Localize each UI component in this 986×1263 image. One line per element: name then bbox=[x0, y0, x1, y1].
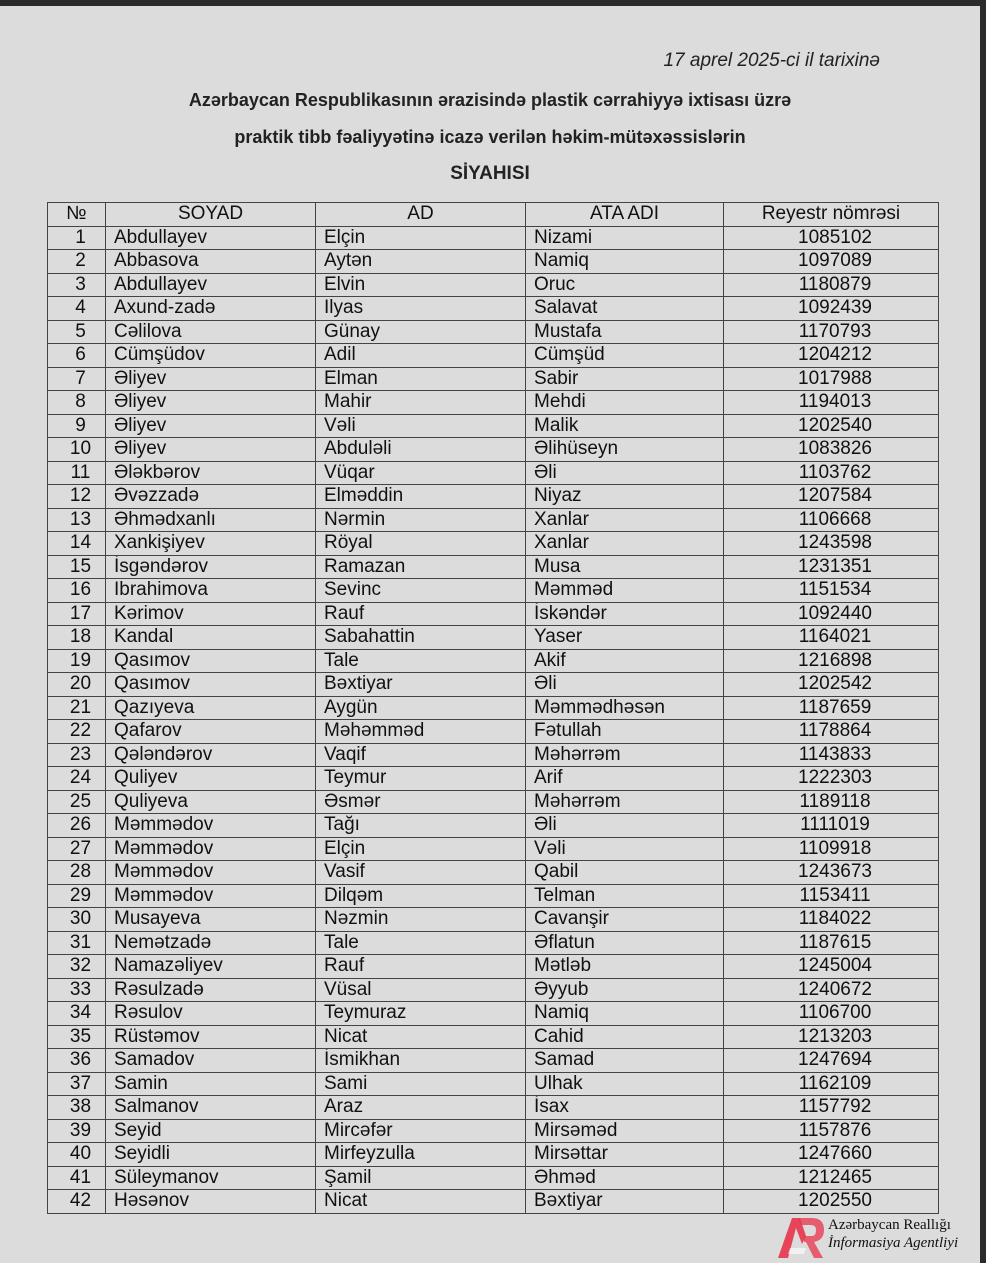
row-registry-number: 1213203 bbox=[724, 1025, 939, 1049]
row-registry-number: 1231351 bbox=[724, 555, 939, 579]
table-row bbox=[48, 579, 939, 603]
row-name: Elçin bbox=[316, 837, 526, 861]
row-surname: Seyidli bbox=[106, 1143, 316, 1167]
agency-name-line1: Azərbaycan Reallığı bbox=[828, 1217, 951, 1233]
row-surname: Quliyeva bbox=[106, 790, 316, 814]
row-number: 37 bbox=[48, 1072, 106, 1096]
table-row bbox=[48, 1072, 939, 1096]
row-number: 11 bbox=[48, 461, 106, 485]
table-row bbox=[48, 767, 939, 791]
row-registry-number: 1243673 bbox=[724, 861, 939, 885]
row-number: 1 bbox=[48, 226, 106, 250]
row-patronymic: Cahid bbox=[526, 1025, 724, 1049]
row-registry-number: 1204212 bbox=[724, 344, 939, 368]
row-patronymic: Əlihüseyn bbox=[526, 438, 724, 462]
document-page bbox=[0, 6, 980, 1263]
row-patronymic: Malik bbox=[526, 414, 724, 438]
row-surname: Qələndərov bbox=[106, 743, 316, 767]
document-title-list: SİYAHISI bbox=[450, 163, 530, 184]
row-number: 6 bbox=[48, 344, 106, 368]
row-registry-number: 1180879 bbox=[724, 273, 939, 297]
table-row bbox=[48, 273, 939, 297]
doctors-table bbox=[47, 202, 939, 1214]
row-surname: Əliyev bbox=[106, 414, 316, 438]
row-number: 15 bbox=[48, 555, 106, 579]
row-surname: Əliyev bbox=[106, 438, 316, 462]
document-title-line2: praktik tibb fəaliyyətinə icazə verilən həkim-mütəxəssislərin bbox=[234, 127, 746, 147]
row-surname: Axund-zadə bbox=[106, 297, 316, 321]
row-name: Teymuraz bbox=[316, 1002, 526, 1026]
row-surname: Namazəliyev bbox=[106, 955, 316, 979]
row-number: 26 bbox=[48, 814, 106, 838]
row-name: Günay bbox=[316, 320, 526, 344]
row-number: 28 bbox=[48, 861, 106, 885]
table-row bbox=[48, 955, 939, 979]
table-row bbox=[48, 908, 939, 932]
row-surname: Abdullayev bbox=[106, 273, 316, 297]
row-registry-number: 1083826 bbox=[724, 438, 939, 462]
table-row bbox=[48, 696, 939, 720]
row-surname: Qasımov bbox=[106, 649, 316, 673]
row-number: 2 bbox=[48, 250, 106, 274]
row-number: 18 bbox=[48, 626, 106, 650]
row-patronymic: Yaser bbox=[526, 626, 724, 650]
row-registry-number: 1153411 bbox=[724, 884, 939, 908]
row-name: Ramazan bbox=[316, 555, 526, 579]
row-number: 39 bbox=[48, 1119, 106, 1143]
row-patronymic: Məmməd bbox=[526, 579, 724, 603]
row-surname: Ələkbərov bbox=[106, 461, 316, 485]
row-patronymic: Əli bbox=[526, 461, 724, 485]
table-row bbox=[48, 743, 939, 767]
row-registry-number: 1216898 bbox=[724, 649, 939, 673]
row-number: 34 bbox=[48, 1002, 106, 1026]
row-number: 23 bbox=[48, 743, 106, 767]
row-number: 25 bbox=[48, 790, 106, 814]
row-patronymic: Qabil bbox=[526, 861, 724, 885]
row-name: Nərmin bbox=[316, 508, 526, 532]
row-registry-number: 1178864 bbox=[724, 720, 939, 744]
row-patronymic: Musa bbox=[526, 555, 724, 579]
table-row bbox=[48, 978, 939, 1002]
row-name: Vüqar bbox=[316, 461, 526, 485]
row-registry-number: 1109918 bbox=[724, 837, 939, 861]
agency-logo-icon bbox=[776, 1214, 826, 1260]
row-number: 3 bbox=[48, 273, 106, 297]
row-surname: Cümşüdov bbox=[106, 344, 316, 368]
table-row bbox=[48, 508, 939, 532]
row-number: 24 bbox=[48, 767, 106, 791]
row-patronymic: Mirsəməd bbox=[526, 1119, 724, 1143]
row-name: Mircəfər bbox=[316, 1119, 526, 1143]
table-row bbox=[48, 673, 939, 697]
row-patronymic: Mustafa bbox=[526, 320, 724, 344]
row-name: Rauf bbox=[316, 602, 526, 626]
row-patronymic: Mehdi bbox=[526, 391, 724, 415]
row-name: Mahir bbox=[316, 391, 526, 415]
row-surname: Samadov bbox=[106, 1049, 316, 1073]
row-surname: Məmmədov bbox=[106, 861, 316, 885]
row-name: Elman bbox=[316, 367, 526, 391]
row-name: Nəzmin bbox=[316, 908, 526, 932]
row-registry-number: 1222303 bbox=[724, 767, 939, 791]
document-date: 17 aprel 2025-ci il tarixinə bbox=[663, 50, 880, 71]
row-name: Röyal bbox=[316, 532, 526, 556]
row-patronymic: Məhərrəm bbox=[526, 790, 724, 814]
table-row bbox=[48, 1096, 939, 1120]
header-patronymic: ATA ADI bbox=[526, 203, 724, 227]
row-number: 27 bbox=[48, 837, 106, 861]
row-registry-number: 1207584 bbox=[724, 485, 939, 509]
row-surname: Qasımov bbox=[106, 673, 316, 697]
row-registry-number: 1189118 bbox=[724, 790, 939, 814]
table-row bbox=[48, 414, 939, 438]
table-row bbox=[48, 790, 939, 814]
row-name: Dilqəm bbox=[316, 884, 526, 908]
table-row bbox=[48, 837, 939, 861]
row-registry-number: 1103762 bbox=[724, 461, 939, 485]
header-name: AD bbox=[316, 203, 526, 227]
row-surname: Həsənov bbox=[106, 1190, 316, 1214]
row-name: Teymur bbox=[316, 767, 526, 791]
table-row bbox=[48, 320, 939, 344]
row-surname: Qazıyeva bbox=[106, 696, 316, 720]
row-patronymic: Namiq bbox=[526, 250, 724, 274]
table-row bbox=[48, 555, 939, 579]
table-row bbox=[48, 1143, 939, 1167]
row-name: Vəli bbox=[316, 414, 526, 438]
row-registry-number: 1243598 bbox=[724, 532, 939, 556]
row-surname: Quliyev bbox=[106, 767, 316, 791]
row-registry-number: 1194013 bbox=[724, 391, 939, 415]
row-name: Elçin bbox=[316, 226, 526, 250]
table-row bbox=[48, 602, 939, 626]
row-registry-number: 1212465 bbox=[724, 1166, 939, 1190]
row-surname: Qafarov bbox=[106, 720, 316, 744]
row-number: 10 bbox=[48, 438, 106, 462]
row-name: Sevinc bbox=[316, 579, 526, 603]
row-surname: Əliyev bbox=[106, 367, 316, 391]
row-registry-number: 1157792 bbox=[724, 1096, 939, 1120]
row-registry-number: 1106700 bbox=[724, 1002, 939, 1026]
table-row bbox=[48, 297, 939, 321]
row-number: 31 bbox=[48, 931, 106, 955]
row-patronymic: Vəli bbox=[526, 837, 724, 861]
row-patronymic: Əhməd bbox=[526, 1166, 724, 1190]
row-registry-number: 1162109 bbox=[724, 1072, 939, 1096]
row-name: Vasif bbox=[316, 861, 526, 885]
row-name: Vaqif bbox=[316, 743, 526, 767]
table-row bbox=[48, 1190, 939, 1214]
row-patronymic: Xanlar bbox=[526, 508, 724, 532]
row-patronymic: Arif bbox=[526, 767, 724, 791]
row-surname: Əhmədxanlı bbox=[106, 508, 316, 532]
row-surname: Rəsulzadə bbox=[106, 978, 316, 1002]
row-patronymic: Cümşüd bbox=[526, 344, 724, 368]
document-title-line1: Azərbaycan Respublikasının ərazisində plastik cərrahiyyə ixtisası üzrə bbox=[188, 90, 792, 110]
row-number: 9 bbox=[48, 414, 106, 438]
row-registry-number: 1187659 bbox=[724, 696, 939, 720]
row-name: Məhəmməd bbox=[316, 720, 526, 744]
row-surname: Samin bbox=[106, 1072, 316, 1096]
row-number: 33 bbox=[48, 978, 106, 1002]
row-name: Elvin bbox=[316, 273, 526, 297]
row-registry-number: 1164021 bbox=[724, 626, 939, 650]
table-row bbox=[48, 1002, 939, 1026]
row-registry-number: 1106668 bbox=[724, 508, 939, 532]
row-number: 35 bbox=[48, 1025, 106, 1049]
table-row bbox=[48, 485, 939, 509]
row-patronymic: Məmmədhəsən bbox=[526, 696, 724, 720]
row-surname: Ibrahimova bbox=[106, 579, 316, 603]
row-number: 13 bbox=[48, 508, 106, 532]
header-number: № bbox=[48, 203, 106, 227]
row-name: Nicat bbox=[316, 1025, 526, 1049]
row-surname: Abbasova bbox=[106, 250, 316, 274]
row-number: 14 bbox=[48, 532, 106, 556]
row-number: 4 bbox=[48, 297, 106, 321]
row-registry-number: 1245004 bbox=[724, 955, 939, 979]
row-name: Tağı bbox=[316, 814, 526, 838]
row-patronymic: Akif bbox=[526, 649, 724, 673]
table-row bbox=[48, 649, 939, 673]
row-surname: Abdullayev bbox=[106, 226, 316, 250]
row-name: Şamil bbox=[316, 1166, 526, 1190]
row-name: Aygün bbox=[316, 696, 526, 720]
row-surname: Xankişiyev bbox=[106, 532, 316, 556]
row-name: Vüsal bbox=[316, 978, 526, 1002]
row-name: Ilyas bbox=[316, 297, 526, 321]
row-surname: Məmmədov bbox=[106, 884, 316, 908]
header-registry-number: Reyestr nömrəsi bbox=[724, 203, 939, 227]
row-name: Abduləli bbox=[316, 438, 526, 462]
row-number: 41 bbox=[48, 1166, 106, 1190]
row-name: Tale bbox=[316, 649, 526, 673]
row-patronymic: Mirsəttar bbox=[526, 1143, 724, 1167]
table-row bbox=[48, 1025, 939, 1049]
row-number: 36 bbox=[48, 1049, 106, 1073]
table-body bbox=[48, 226, 939, 1213]
row-surname: Rüstəmov bbox=[106, 1025, 316, 1049]
row-name: Nicat bbox=[316, 1190, 526, 1214]
row-patronymic: Salavat bbox=[526, 297, 724, 321]
row-registry-number: 1240672 bbox=[724, 978, 939, 1002]
table-row bbox=[48, 861, 939, 885]
row-patronymic: Namiq bbox=[526, 1002, 724, 1026]
row-number: 29 bbox=[48, 884, 106, 908]
table-row bbox=[48, 226, 939, 250]
row-registry-number: 1170793 bbox=[724, 320, 939, 344]
row-patronymic: Nizami bbox=[526, 226, 724, 250]
row-number: 16 bbox=[48, 579, 106, 603]
row-number: 32 bbox=[48, 955, 106, 979]
row-surname: Əliyev bbox=[106, 391, 316, 415]
row-patronymic: Bəxtiyar bbox=[526, 1190, 724, 1214]
row-number: 5 bbox=[48, 320, 106, 344]
agency-name-line2: İnformasiya Agentliyi bbox=[828, 1235, 959, 1251]
table-row bbox=[48, 461, 939, 485]
row-registry-number: 1187615 bbox=[724, 931, 939, 955]
row-registry-number: 1085102 bbox=[724, 226, 939, 250]
table-row bbox=[48, 1166, 939, 1190]
row-surname: Məmmədov bbox=[106, 814, 316, 838]
table-row bbox=[48, 814, 939, 838]
row-patronymic: Samad bbox=[526, 1049, 724, 1073]
row-name: Adil bbox=[316, 344, 526, 368]
row-registry-number: 1202540 bbox=[724, 414, 939, 438]
row-patronymic: Cavanşir bbox=[526, 908, 724, 932]
row-surname: Süleymanov bbox=[106, 1166, 316, 1190]
table-row bbox=[48, 720, 939, 744]
row-surname: Rəsulov bbox=[106, 1002, 316, 1026]
row-registry-number: 1017988 bbox=[724, 367, 939, 391]
row-patronymic: Xanlar bbox=[526, 532, 724, 556]
row-name: Bəxtiyar bbox=[316, 673, 526, 697]
row-number: 20 bbox=[48, 673, 106, 697]
row-patronymic: Niyaz bbox=[526, 485, 724, 509]
row-surname: Əvəzzadə bbox=[106, 485, 316, 509]
row-registry-number: 1143833 bbox=[724, 743, 939, 767]
row-number: 30 bbox=[48, 908, 106, 932]
row-surname: Kandal bbox=[106, 626, 316, 650]
table-row bbox=[48, 884, 939, 908]
row-patronymic: Telman bbox=[526, 884, 724, 908]
row-patronymic: İsax bbox=[526, 1096, 724, 1120]
row-number: 17 bbox=[48, 602, 106, 626]
row-surname: Musayeva bbox=[106, 908, 316, 932]
table-row bbox=[48, 438, 939, 462]
row-registry-number: 1202550 bbox=[724, 1190, 939, 1214]
row-name: Sabahattin bbox=[316, 626, 526, 650]
row-name: Aytən bbox=[316, 250, 526, 274]
row-name: Mirfeyzulla bbox=[316, 1143, 526, 1167]
table-row bbox=[48, 532, 939, 556]
row-number: 38 bbox=[48, 1096, 106, 1120]
table-header-row bbox=[48, 203, 939, 227]
row-name: Əsmər bbox=[316, 790, 526, 814]
table-row bbox=[48, 367, 939, 391]
row-number: 8 bbox=[48, 391, 106, 415]
row-number: 19 bbox=[48, 649, 106, 673]
row-registry-number: 1157876 bbox=[724, 1119, 939, 1143]
header-surname: SOYAD bbox=[106, 203, 316, 227]
row-number: 42 bbox=[48, 1190, 106, 1214]
row-registry-number: 1111019 bbox=[724, 814, 939, 838]
row-patronymic: Ulhak bbox=[526, 1072, 724, 1096]
row-name: Araz bbox=[316, 1096, 526, 1120]
row-name: Sami bbox=[316, 1072, 526, 1096]
row-name: İsmikhan bbox=[316, 1049, 526, 1073]
row-patronymic: Məhərrəm bbox=[526, 743, 724, 767]
row-patronymic: Əli bbox=[526, 814, 724, 838]
table-row bbox=[48, 1049, 939, 1073]
row-registry-number: 1097089 bbox=[724, 250, 939, 274]
row-surname: Kərimov bbox=[106, 602, 316, 626]
row-patronymic: Oruc bbox=[526, 273, 724, 297]
row-registry-number: 1184022 bbox=[724, 908, 939, 932]
row-number: 7 bbox=[48, 367, 106, 391]
table-row bbox=[48, 344, 939, 368]
row-number: 22 bbox=[48, 720, 106, 744]
row-number: 21 bbox=[48, 696, 106, 720]
table-row bbox=[48, 931, 939, 955]
row-name: Elməddin bbox=[316, 485, 526, 509]
row-patronymic: İskəndər bbox=[526, 602, 724, 626]
row-name: Tale bbox=[316, 931, 526, 955]
row-patronymic: Sabir bbox=[526, 367, 724, 391]
table-row bbox=[48, 626, 939, 650]
table-row bbox=[48, 250, 939, 274]
row-registry-number: 1202542 bbox=[724, 673, 939, 697]
row-surname: İsgəndərov bbox=[106, 555, 316, 579]
row-registry-number: 1092439 bbox=[724, 297, 939, 321]
row-surname: Məmmədov bbox=[106, 837, 316, 861]
row-surname: Nemətzadə bbox=[106, 931, 316, 955]
row-registry-number: 1092440 bbox=[724, 602, 939, 626]
row-surname: Salmanov bbox=[106, 1096, 316, 1120]
table-row bbox=[48, 391, 939, 415]
row-patronymic: Mətləb bbox=[526, 955, 724, 979]
row-patronymic: Fətullah bbox=[526, 720, 724, 744]
row-registry-number: 1247660 bbox=[724, 1143, 939, 1167]
row-registry-number: 1151534 bbox=[724, 579, 939, 603]
row-number: 12 bbox=[48, 485, 106, 509]
agency-watermark bbox=[776, 1214, 976, 1260]
row-surname: Cəlilova bbox=[106, 320, 316, 344]
row-registry-number: 1247694 bbox=[724, 1049, 939, 1073]
row-patronymic: Əyyub bbox=[526, 978, 724, 1002]
row-name: Rauf bbox=[316, 955, 526, 979]
row-patronymic: Əflatun bbox=[526, 931, 724, 955]
table-row bbox=[48, 1119, 939, 1143]
row-surname: Seyid bbox=[106, 1119, 316, 1143]
row-number: 40 bbox=[48, 1143, 106, 1167]
row-patronymic: Əli bbox=[526, 673, 724, 697]
